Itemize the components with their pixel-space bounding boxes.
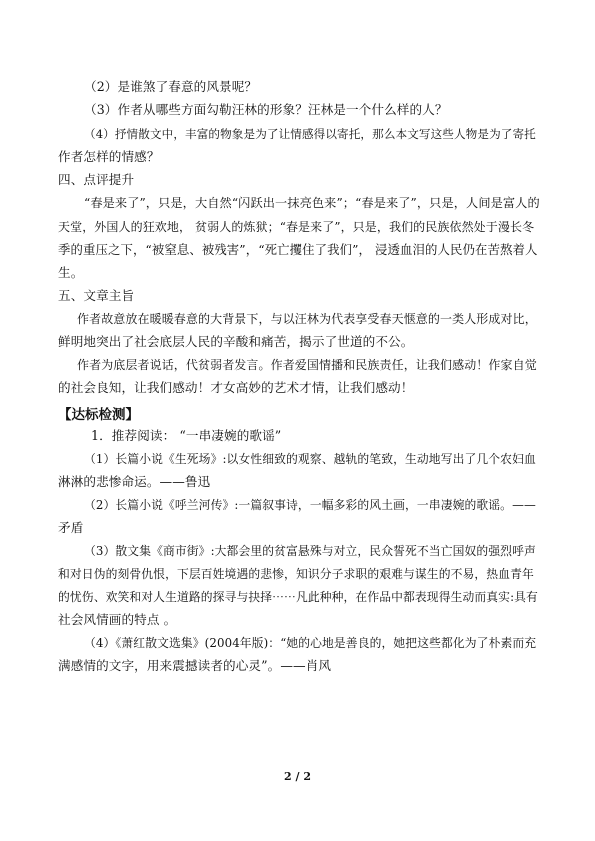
question-4-line-2: 作者怎样的情感？ (58, 149, 160, 164)
theme-paragraph-2-line-2: 的社会良知，让我们感动！才女高妙的艺术才情，让我们感动！ (58, 380, 414, 395)
comment-paragraph-line-2: 天堂，外国人的狂欢地， 贫弱人的炼狱；“春是来了”，只是，我们的民族依然处于漫长冬 (58, 220, 535, 234)
review-2-line-2: 矛盾 (58, 520, 84, 535)
review-4-line-2: 满感情的文字，用来震撼读者的心灵”。——肖风 (58, 658, 332, 673)
section-title-theme: 五、文章主旨 (58, 288, 135, 303)
review-3-line-2: 和对日伪的刻骨仇恨，下层百姓境遇的悲惨，知识分子求职的艰难与谋生的不易，热血青年 (58, 567, 534, 581)
question-3: （3）作者从哪些方面勾勒汪林的形象？汪林是一个什么样的人？ (84, 102, 448, 117)
review-4-line-1: （4）《萧红散文选集》(2004年版)：“她的心地是善良的，她把这些都化为了朴素而充 (84, 636, 537, 650)
page-number: 2 / 2 (284, 770, 311, 783)
review-2-line-1: （2）长篇小说《呼兰河传》:一篇叙事诗，一幅多彩的风土画，一串凄婉的歌谣。—— (84, 498, 536, 512)
review-3-line-3: 的忧伤、欢笑和对人生道路的探寻与抉择⋯⋯凡此种种，在作品中都表现得生动而真实:具有 (58, 590, 538, 604)
recommend-reading-item: 1．推荐阅读： “一串凄婉的歌谣” (91, 428, 282, 443)
theme-paragraph-2-line-1: 作者为底层者说话，代贫弱者发言。作者爱国情播和民族责任，让我们感动！作家自觉 (77, 358, 537, 372)
review-1-line-2: 淋淋的悲惨命运。——鲁迅 (58, 474, 211, 489)
comment-paragraph-line-1: “春是来了”，只是，大自然“闪跃出一抹亮色来”；“春是来了”，只是，人间是富人的 (84, 196, 540, 210)
theme-paragraph-1-line-2: 鲜明地突出了社会底层人民的辛酸和痛苦，揭示了世道的不公。 (58, 334, 414, 349)
question-4-line-1: （4）抒情散文中，丰富的物象是为了让情感得以寄托，那么本文写这些人物是为了寄托 (84, 127, 536, 141)
theme-paragraph-1-line-1: 作者故意放在暖暖春意的大背景下，与以汪林为代表享受春天惬意的一类人形成对比， (77, 312, 537, 326)
comment-paragraph-line-4: 生。 (58, 265, 84, 280)
section-title-comment: 四、点评提升 (58, 172, 135, 187)
comment-paragraph-line-3: 季的重压之下，“被窒息、被残害”，“死亡攫住了我们”， 浸透血泪的人民仍在苦熬着人 (58, 242, 538, 257)
detection-heading: 【达标检测】 (58, 407, 139, 423)
review-1-line-1: （1）长篇小说《生死场》:以女性细致的观察、越轨的笔致，生动地写出了几个农妇血 (84, 452, 536, 466)
question-2: （2）是谁煞了春意的风景呢？ (84, 79, 258, 94)
review-3-line-1: （3）散文集《商市街》:大都会里的贫富悬殊与对立，民众誓死不当亡国奴的强烈呼声 (84, 544, 536, 558)
review-3-line-4: 社会风情画的特点 。 (58, 612, 177, 627)
